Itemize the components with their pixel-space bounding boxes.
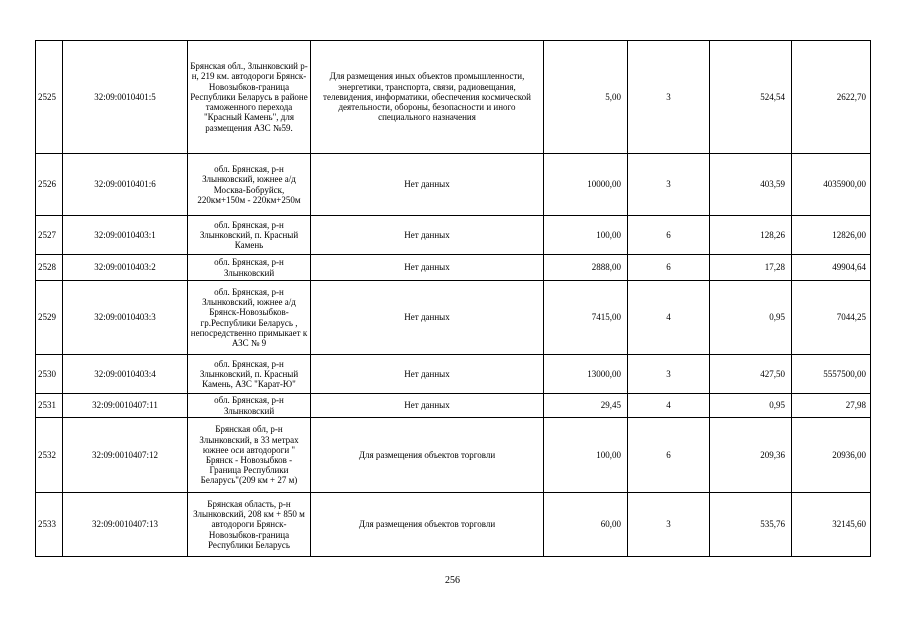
address: обл. Брянская, р-н Злынковский, п. Красный Камень <box>188 216 311 255</box>
specific-value: 209,36 <box>710 418 792 493</box>
cadastral-value: 32145,60 <box>792 493 871 557</box>
specific-value: 427,50 <box>710 355 792 394</box>
row-number: 2530 <box>36 355 63 394</box>
address: обл. Брянская, р-н Злынковский, п. Красный Камень, АЗС "Карат-Ю" <box>188 355 311 394</box>
permitted-use: Для размещения объектов торговли <box>311 493 544 557</box>
permitted-use: Нет данных <box>311 216 544 255</box>
area: 7415,00 <box>544 281 628 355</box>
row-number: 2528 <box>36 255 63 281</box>
address: обл. Брянская, р-н Злынковский <box>188 394 311 418</box>
table-row <box>36 355 871 394</box>
permitted-use: Для размещения объектов торговли <box>311 418 544 493</box>
specific-value: 128,26 <box>710 216 792 255</box>
area: 100,00 <box>544 418 628 493</box>
specific-value: 524,54 <box>710 41 792 154</box>
group: 3 <box>628 154 710 216</box>
group: 4 <box>628 394 710 418</box>
specific-value: 0,95 <box>710 281 792 355</box>
specific-value: 403,59 <box>710 154 792 216</box>
group: 6 <box>628 216 710 255</box>
address: Брянская область, р-н Злынковский, 208 км + 850 м автодороги Брянск-Новозыбков-граница Республики Беларусь <box>188 493 311 557</box>
area: 100,00 <box>544 216 628 255</box>
row-number: 2532 <box>36 418 63 493</box>
cadastral-value: 2622,70 <box>792 41 871 154</box>
address: обл. Брянская, р-н Злынковский, южнее а/д Москва-Бобруйск, 220км+150м - 220км+250м <box>188 154 311 216</box>
area: 13000,00 <box>544 355 628 394</box>
area: 2888,00 <box>544 255 628 281</box>
permitted-use: Нет данных <box>311 355 544 394</box>
specific-value: 535,76 <box>710 493 792 557</box>
group: 3 <box>628 41 710 154</box>
group: 6 <box>628 255 710 281</box>
permitted-use: Нет данных <box>311 154 544 216</box>
cadastral-number: 32:09:0010403:4 <box>63 355 188 394</box>
cadastral-value: 4035900,00 <box>792 154 871 216</box>
cadastral-value: 27,98 <box>792 394 871 418</box>
cadastral-number: 32:09:0010403:2 <box>63 255 188 281</box>
specific-value: 0,95 <box>710 394 792 418</box>
area: 29,45 <box>544 394 628 418</box>
cadastral-value: 12826,00 <box>792 216 871 255</box>
permitted-use: Для размещения иных объектов промышленности, энергетики, транспорта, связи, радиовещания, телевидения, информатики, обеспечения космической деятельности, обороны, безопасности и иного специального назначения <box>311 41 544 154</box>
area: 10000,00 <box>544 154 628 216</box>
table-row <box>36 154 871 216</box>
group: 3 <box>628 355 710 394</box>
address: обл. Брянская, р-н Злынковский, южнее а/д Брянск-Новозыбков-гр.Республики Беларусь , непосредственно примыкает к АЗС № 9 <box>188 281 311 355</box>
cadastral-value: 20936,00 <box>792 418 871 493</box>
row-number: 2529 <box>36 281 63 355</box>
cadastral-number: 32:09:0010407:12 <box>63 418 188 493</box>
group: 4 <box>628 281 710 355</box>
row-number: 2525 <box>36 41 63 154</box>
table-row <box>36 418 871 493</box>
row-number: 2527 <box>36 216 63 255</box>
cadastral-number: 32:09:0010401:6 <box>63 154 188 216</box>
row-number: 2526 <box>36 154 63 216</box>
cadastral-number: 32:09:0010403:1 <box>63 216 188 255</box>
permitted-use: Нет данных <box>311 281 544 355</box>
cadastral-table <box>35 40 871 557</box>
table-row <box>36 281 871 355</box>
cadastral-value: 5557500,00 <box>792 355 871 394</box>
cadastral-number: 32:09:0010401:5 <box>63 41 188 154</box>
address: Брянская обл, р-н Злынковский, в 33 метрах южнее оси автодороги " Брянск - Новозыбков - Граница Республики Беларусь"(209 км + 27 м) <box>188 418 311 493</box>
row-number: 2533 <box>36 493 63 557</box>
cadastral-number: 32:09:0010403:3 <box>63 281 188 355</box>
group: 6 <box>628 418 710 493</box>
table-row <box>36 216 871 255</box>
cadastral-number: 32:09:0010407:11 <box>63 394 188 418</box>
table-row <box>36 41 871 154</box>
area: 5,00 <box>544 41 628 154</box>
cadastral-value: 49904,64 <box>792 255 871 281</box>
cadastral-number: 32:09:0010407:13 <box>63 493 188 557</box>
permitted-use: Нет данных <box>311 394 544 418</box>
area: 60,00 <box>544 493 628 557</box>
cadastral-value: 7044,25 <box>792 281 871 355</box>
permitted-use: Нет данных <box>311 255 544 281</box>
address: обл. Брянская, р-н Злынковский <box>188 255 311 281</box>
page-number: 256 <box>445 575 460 586</box>
table-row <box>36 493 871 557</box>
table-row <box>36 394 871 418</box>
address: Брянская обл., Злынковский р-н, 219 км. автодороги Брянск-Новозыбков-граница Республики Беларусь в районе таможенного перехода "Красный Камень", для размещения АЗС №59. <box>188 41 311 154</box>
specific-value: 17,28 <box>710 255 792 281</box>
group: 3 <box>628 493 710 557</box>
table-row <box>36 255 871 281</box>
row-number: 2531 <box>36 394 63 418</box>
